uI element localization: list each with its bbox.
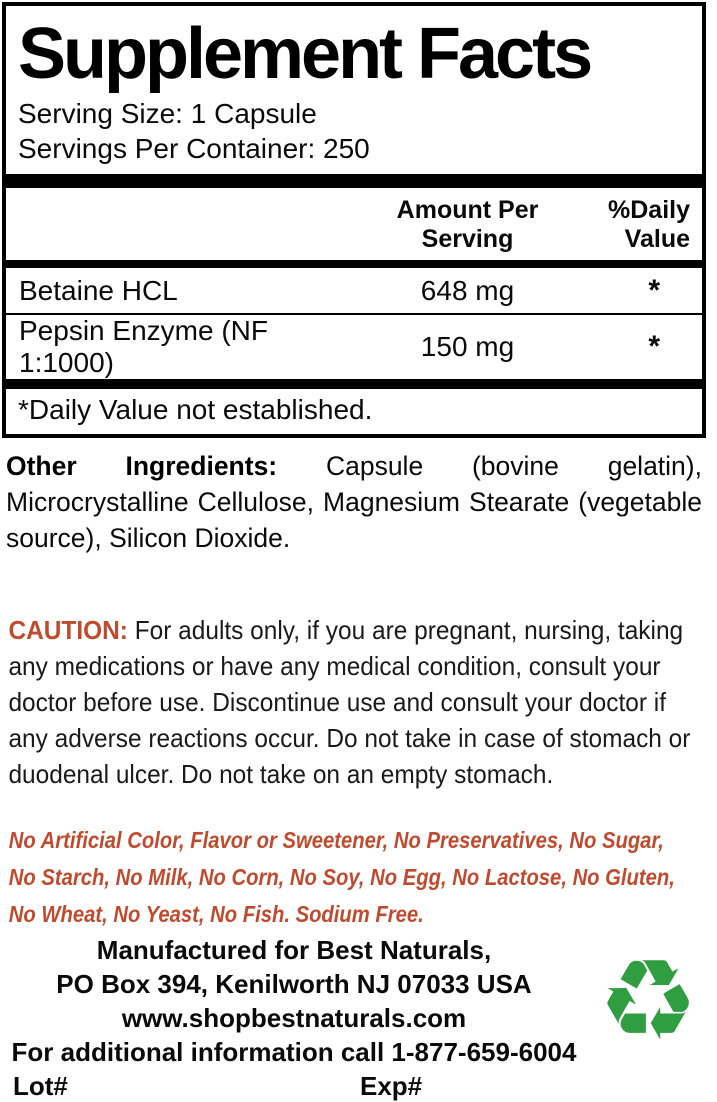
divider-thick-bottom — [6, 379, 702, 389]
claims-line: No Starch, No Milk, No Corn, No Soy, No Egg, No Lactose, No Gluten, — [8, 864, 675, 890]
divider-header — [6, 260, 702, 268]
other-ingredients — [6, 448, 702, 556]
manufacturer-info — [0, 933, 588, 1069]
lot-label: Lot# — [13, 1071, 68, 1101]
daily-value-footnote: *Daily Value not established. — [18, 394, 373, 425]
daily-header-line1: %Daily — [608, 196, 690, 224]
table-header-row — [6, 188, 702, 260]
caution-paragraph — [0, 612, 716, 792]
caution-line: duodenal ulcer. Do not take on an empty stomach. — [8, 759, 554, 789]
address-line: PO Box 394, Kenilworth NJ 07033 USA — [56, 969, 532, 999]
caution-text: For adults only, if you are pregnant, nursing, taking — [134, 615, 684, 645]
claims-line: No Wheat, No Yeast, No Fish. Sodium Free. — [8, 901, 424, 927]
footer — [0, 933, 708, 1069]
ingredient-name: Betaine HCL — [19, 274, 178, 306]
recycle-icon: ♻ — [597, 936, 699, 1066]
serving-size: Serving Size: 1 Capsule — [18, 98, 317, 129]
daily-header-line2: Value — [624, 225, 690, 253]
amount-header-line1: Amount Per — [396, 196, 539, 224]
other-ingredients-text: Capsule (bovine gelatin), Microcrystalline Cellulose, Magnesium Stearate (vegetable source), Silicon Dioxide. — [6, 451, 702, 553]
ingredient-name: Pepsin Enzyme (NF 1:1000) — [19, 315, 268, 378]
other-ingredients-label: Other Ingredients: — [6, 451, 278, 481]
table-row — [6, 315, 702, 379]
ingredient-amount: 150 mg — [420, 331, 515, 362]
caution-line: doctor before use. Discontinue use and consult your doctor if — [8, 687, 667, 717]
phone-line: For additional information call 1-877-659-6004 — [11, 1037, 577, 1067]
ingredient-daily-value: * — [648, 273, 660, 307]
caution-line: any adverse reactions occur. Do not take in case of stomach or — [8, 723, 691, 753]
amount-per-serving-header — [350, 196, 585, 254]
divider-thick-top — [6, 174, 702, 188]
table-row — [6, 268, 702, 313]
ingredient-amount: 648 mg — [420, 274, 515, 306]
supplement-facts-panel — [2, 2, 706, 438]
recycle-icon-wrap — [588, 936, 708, 1066]
caution-line: any medications or have any medical condition, consult your — [8, 651, 661, 681]
ingredient-daily-value: * — [648, 330, 660, 363]
caution-line — [8, 612, 716, 648]
daily-value-header — [585, 196, 690, 254]
no-claims-paragraph — [0, 822, 717, 933]
caution-label: CAUTION: — [8, 615, 128, 645]
manufacturer-line: Manufactured for Best Naturals, — [96, 935, 492, 965]
amount-header-line2: Serving — [421, 225, 514, 253]
claims-line: No Artificial Color, Flavor or Sweetener, No Preservatives, No Sugar, — [8, 827, 664, 853]
panel-title: Supplement Facts — [18, 14, 591, 94]
servings-per-container: Servings Per Container: 250 — [18, 133, 370, 164]
exp-label: Exp# — [360, 1071, 423, 1101]
website-line: www.shopbestnaturals.com — [121, 1003, 467, 1033]
serving-info — [6, 96, 702, 174]
lot-exp-row — [0, 1071, 708, 1102]
